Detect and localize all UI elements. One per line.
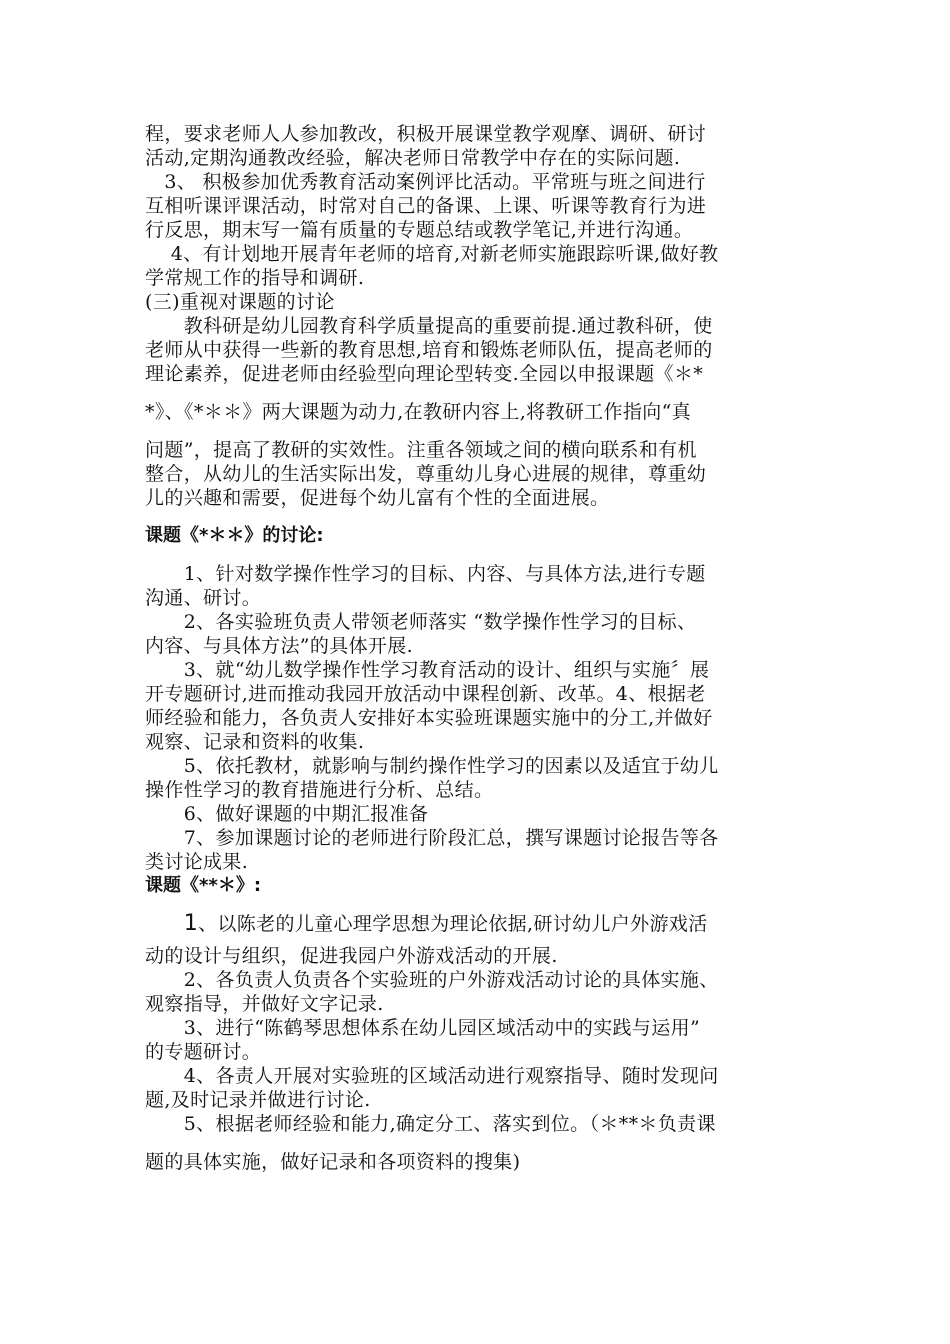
text-line: 3、 积极参加优秀教育活动案例评比活动。平常班与班之间进行	[145, 171, 706, 193]
text-line-content: 、以陈老的儿童心理学思想为理论依据,研讨幼儿户外游戏活	[198, 913, 708, 935]
paragraph-item-3	[145, 170, 815, 242]
text-line: 操作性学习的教育措施进行分析、总结。	[145, 779, 494, 801]
text-line: 4、有计划地开展青年老师的培育,对新老师实施跟踪听课,做好教	[145, 243, 719, 265]
text-line: (三)重视对课题的讨论	[145, 291, 335, 313]
topic2-item-5	[145, 1112, 815, 1136]
text-line: 题,及时记录并做进行讨论.	[145, 1089, 371, 1111]
text-line: 互相听课评课活动，时常对自己的备课、上课、听课等教育行为进	[145, 195, 707, 217]
text-line: 2、各负责人负责各个实验班的户外游戏活动讨论的具体实施、	[145, 969, 719, 991]
paragraph-research	[145, 314, 815, 386]
topic1-item-2	[145, 610, 815, 658]
text-line: 5、根据老师经验和能力,确定分工、落实到位。（＊**＊负责课	[145, 1113, 716, 1135]
text-line: 问题”，提高了教研的实效性。注重各领域之间的横向联系和有机	[145, 439, 697, 461]
text-line: 学常规工作的指导和调研.	[145, 267, 365, 289]
paragraph-item-4	[145, 242, 815, 290]
topic2-item-1	[145, 912, 815, 968]
text-line: 5、依托教材，就影响与制约操作性学习的因素以及适宜于幼儿	[145, 755, 719, 777]
text-line: 行反思，期末写一篇有质量的专题总结或教学笔记,并进行沟通。	[145, 219, 694, 241]
paragraph-research-cont2	[145, 438, 815, 510]
text-line: 老师从中获得一些新的教育思想,培育和锻炼老师队伍，提高老师的	[145, 339, 713, 361]
paragraph-continuation	[145, 122, 815, 170]
topic2-item-5-cont	[145, 1150, 815, 1174]
text-line: 活动,定期沟通教改经验，解决老师日常教学中存在的实际问题.	[145, 147, 681, 169]
text-line: 沟通、研讨。	[145, 587, 262, 609]
topic1-item-1	[145, 562, 815, 610]
text-line: *》、《*＊＊》两大课题为动力,在教研内容上,将教研工作指向“真	[145, 401, 691, 423]
text-line: 1、针对数学操作性学习的目标、内容、与具体方法,进行专题	[145, 563, 706, 585]
topic2-item-4	[145, 1064, 815, 1112]
text-line: 3、就“幼儿数学操作性学习教育活动的设计、组织与实施〞展	[145, 659, 710, 681]
text-line: 程，要求老师人人参加教改，积极开展课堂教学观摩、调研、研讨	[145, 123, 707, 145]
text-line: 的专题研讨。	[145, 1041, 262, 1063]
section-title-3	[145, 290, 815, 314]
text-line: 类讨论成果.	[145, 851, 249, 873]
topic1-item-6	[145, 802, 815, 826]
document-page	[145, 122, 815, 1174]
heading-topic-1: 课题《*＊＊》的讨论:	[145, 525, 324, 546]
text-line: 动的设计与组织，促进我园户外游戏活动的开展.	[145, 945, 558, 967]
paragraph-research-cont	[145, 400, 815, 424]
topic1-item-5	[145, 754, 815, 802]
text-line	[145, 912, 815, 936]
topic1-item-7	[145, 826, 815, 874]
topic2-item-3	[145, 1016, 815, 1064]
topic1-item-3	[145, 658, 815, 754]
text-line: 观察指导，并做好文字记录.	[145, 993, 384, 1015]
text-line: 整合，从幼儿的生活实际出发，尊重幼儿身心进展的规律，尊重幼	[145, 463, 707, 485]
text-line: 内容、与具体方法”的具体开展.	[145, 635, 414, 657]
text-line: 理论素养，促进老师由经验型向理论型转变.全园以申报课题《＊*	[145, 363, 704, 385]
text-line: 7、参加课题讨论的老师进行阶段汇总，撰写课题讨论报告等各	[145, 827, 719, 849]
text-line: 儿的兴趣和需要，促进每个幼儿富有个性的全面进展。	[145, 487, 610, 509]
text-line: 4、各责人开展对实验班的区域活动进行观察指导、随时发现问	[145, 1065, 719, 1087]
text-line: 6、做好课题的中期汇报准备	[145, 803, 429, 825]
heading-topic-2: 课题《**＊》:	[145, 875, 262, 896]
text-line: 教科研是幼儿园教育科学质量提高的重要前提.通过教科研，使	[145, 315, 713, 337]
text-line: 开专题研讨,进而推动我园开放活动中课程创新、改革。4、根据老	[145, 683, 706, 705]
text-line: 观察、记录和资料的收集.	[145, 731, 365, 753]
topic2-item-2	[145, 968, 815, 1016]
text-line: 3、进行“陈鹤琴思想体系在幼儿园区域活动中的实践与运用”	[145, 1017, 701, 1039]
text-line: 题的具体实施，做好记录和各项资料的搜集)	[145, 1151, 521, 1173]
text-line: 师经验和能力，各负责人安排好本实验班课题实施中的分工,并做好	[145, 707, 713, 729]
text-line: 2、各实验班负责人带领老师落实 “数学操作性学习的目标、	[145, 611, 697, 633]
item-number: 1	[183, 912, 199, 936]
